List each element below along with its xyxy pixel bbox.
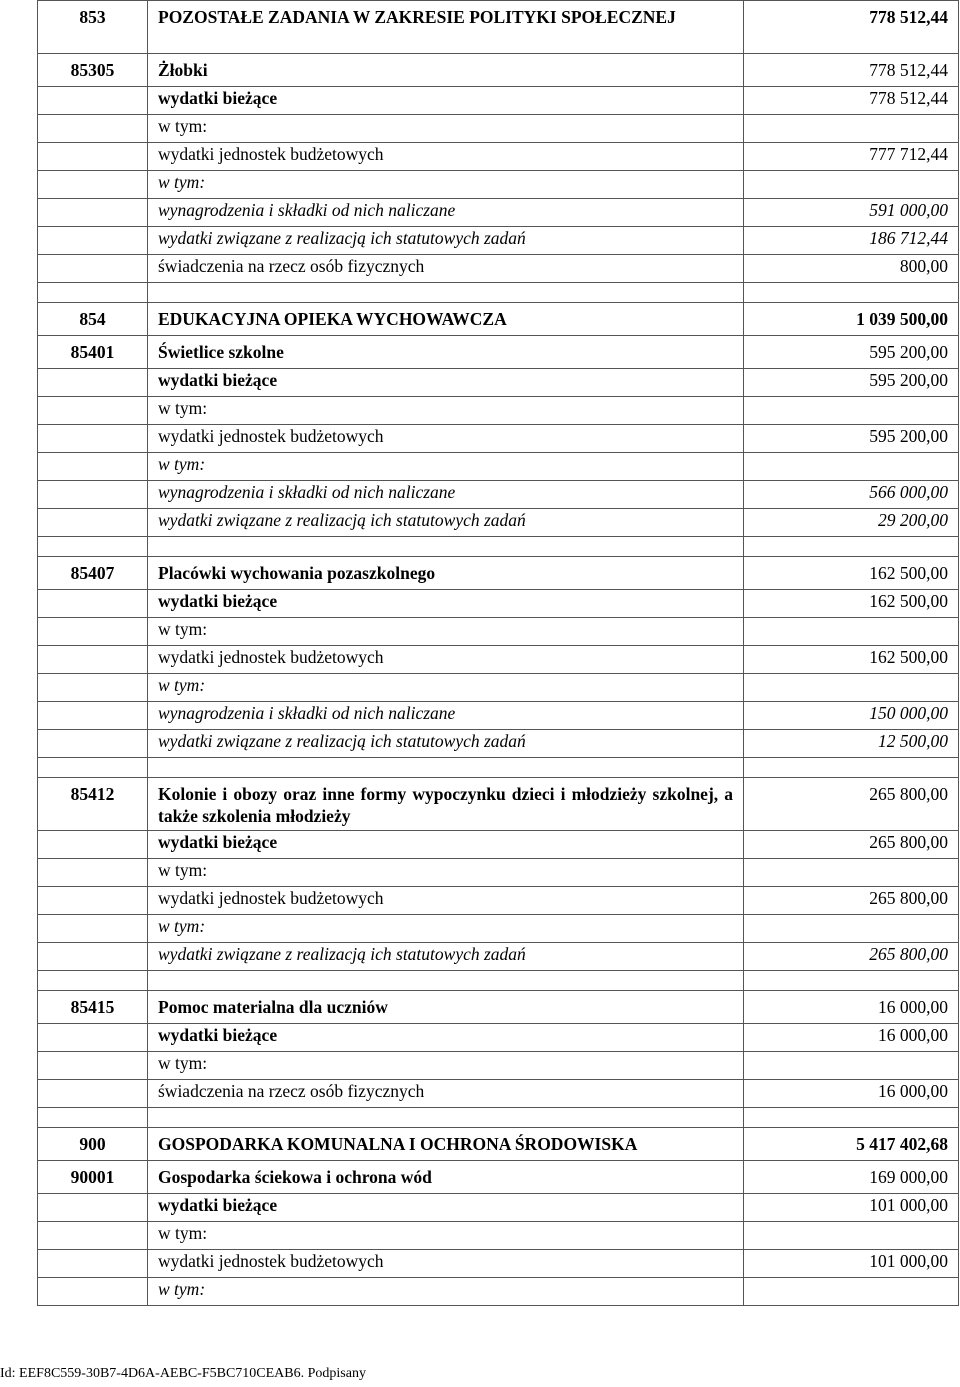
amount-cell (744, 971, 959, 991)
code-cell: 85407 (38, 557, 148, 590)
amount-cell: 29 200,00 (744, 509, 959, 537)
amount-cell: 169 000,00 (744, 1161, 959, 1194)
description-cell: w tym: (148, 171, 744, 199)
amount-cell (744, 618, 959, 646)
code-cell: 85415 (38, 991, 148, 1024)
code-cell (38, 1250, 148, 1278)
description-cell: Kolonie i obozy oraz inne formy wypoczynku dzieci i młodzieży szkolnej, a także szkolenia młodzieży (148, 778, 744, 831)
amount-cell (744, 1278, 959, 1306)
code-cell (38, 702, 148, 730)
code-cell (38, 397, 148, 425)
code-cell (38, 255, 148, 283)
amount-cell (744, 453, 959, 481)
code-cell (38, 425, 148, 453)
amount-cell: 5 417 402,68 (744, 1128, 959, 1161)
amount-cell: 265 800,00 (744, 778, 959, 831)
table-row (38, 1194, 959, 1222)
amount-cell: 265 800,00 (744, 831, 959, 859)
amount-cell: 101 000,00 (744, 1250, 959, 1278)
code-cell (38, 369, 148, 397)
chapter-row (38, 54, 959, 87)
table-row (38, 481, 959, 509)
table-row (38, 115, 959, 143)
chapter-row (38, 778, 959, 831)
description-cell: GOSPODARKA KOMUNALNA I OCHRONA ŚRODOWISKA (148, 1128, 744, 1161)
code-cell (38, 971, 148, 991)
code-cell (38, 87, 148, 115)
description-cell: wydatki związane z realizacją ich statutowych zadań (148, 730, 744, 758)
description-cell: świadczenia na rzecz osób fizycznych (148, 255, 744, 283)
code-cell (38, 143, 148, 171)
description-cell: wydatki bieżące (148, 831, 744, 859)
code-cell (38, 1278, 148, 1306)
amount-cell: 150 000,00 (744, 702, 959, 730)
description-cell: wydatki związane z realizacją ich statutowych zadań (148, 509, 744, 537)
table-row (38, 509, 959, 537)
amount-cell: 186 712,44 (744, 227, 959, 255)
table-row (38, 143, 959, 171)
amount-cell (744, 1108, 959, 1128)
description-cell: EDUKACYJNA OPIEKA WYCHOWAWCZA (148, 303, 744, 336)
code-cell (38, 859, 148, 887)
table-row (38, 702, 959, 730)
table-row (38, 199, 959, 227)
section-row (38, 303, 959, 336)
code-cell: 853 (38, 1, 148, 54)
description-cell (148, 971, 744, 991)
description-cell: wydatki jednostek budżetowych (148, 887, 744, 915)
amount-cell: 162 500,00 (744, 557, 959, 590)
description-cell: w tym: (148, 397, 744, 425)
table-row (38, 859, 959, 887)
amount-cell: 778 512,44 (744, 1, 959, 54)
code-cell (38, 618, 148, 646)
code-cell (38, 758, 148, 778)
code-cell (38, 1108, 148, 1128)
table-row (38, 369, 959, 397)
budget-table (37, 0, 959, 1306)
description-cell: wydatki bieżące (148, 1024, 744, 1052)
section-row (38, 1, 959, 54)
table-row (38, 590, 959, 618)
code-cell (38, 283, 148, 303)
code-cell (38, 537, 148, 557)
code-cell: 854 (38, 303, 148, 336)
amount-cell: 595 200,00 (744, 425, 959, 453)
spacer-row (38, 283, 959, 303)
amount-cell (744, 397, 959, 425)
code-cell (38, 481, 148, 509)
amount-cell: 778 512,44 (744, 87, 959, 115)
table-row (38, 618, 959, 646)
amount-cell: 595 200,00 (744, 369, 959, 397)
code-cell (38, 115, 148, 143)
amount-cell (744, 859, 959, 887)
code-cell (38, 831, 148, 859)
amount-cell (744, 537, 959, 557)
table-row (38, 453, 959, 481)
amount-cell (744, 171, 959, 199)
amount-cell: 16 000,00 (744, 991, 959, 1024)
table-row (38, 1024, 959, 1052)
amount-cell (744, 915, 959, 943)
code-cell (38, 1024, 148, 1052)
description-cell: świadczenia na rzecz osób fizycznych (148, 1080, 744, 1108)
table-row (38, 646, 959, 674)
document-id-footer: Id: EEF8C559-30B7-4D6A-AEBC-F5BC710CEAB6. Podpisany (0, 1366, 366, 1381)
code-cell (38, 199, 148, 227)
amount-cell (744, 115, 959, 143)
amount-cell (744, 674, 959, 702)
code-cell (38, 171, 148, 199)
amount-cell: 16 000,00 (744, 1080, 959, 1108)
description-cell: Placówki wychowania pozaszkolnego (148, 557, 744, 590)
amount-cell: 12 500,00 (744, 730, 959, 758)
description-cell: POZOSTAŁE ZADANIA W ZAKRESIE POLITYKI SPOŁECZNEJ (148, 1, 744, 54)
code-cell (38, 590, 148, 618)
description-cell (148, 1108, 744, 1128)
spacer-row (38, 758, 959, 778)
spacer-row (38, 1108, 959, 1128)
code-cell (38, 509, 148, 537)
table-row (38, 397, 959, 425)
table-row (38, 730, 959, 758)
code-cell (38, 1080, 148, 1108)
description-cell: w tym: (148, 618, 744, 646)
code-cell (38, 1194, 148, 1222)
code-cell (38, 1052, 148, 1080)
code-cell (38, 887, 148, 915)
code-cell (38, 943, 148, 971)
description-cell: wydatki jednostek budżetowych (148, 1250, 744, 1278)
budget-table-body (38, 1, 959, 1306)
code-cell: 900 (38, 1128, 148, 1161)
description-cell: w tym: (148, 915, 744, 943)
table-row (38, 943, 959, 971)
code-cell: 85401 (38, 336, 148, 369)
code-cell (38, 227, 148, 255)
description-cell: w tym: (148, 674, 744, 702)
code-cell: 85412 (38, 778, 148, 831)
amount-cell: 566 000,00 (744, 481, 959, 509)
amount-cell: 777 712,44 (744, 143, 959, 171)
description-cell: Żłobki (148, 54, 744, 87)
amount-cell (744, 1222, 959, 1250)
description-cell: wydatki jednostek budżetowych (148, 425, 744, 453)
amount-cell: 1 039 500,00 (744, 303, 959, 336)
description-cell: wydatki jednostek budżetowych (148, 143, 744, 171)
description-cell (148, 537, 744, 557)
description-cell (148, 758, 744, 778)
description-cell: wydatki bieżące (148, 87, 744, 115)
description-cell: wydatki bieżące (148, 369, 744, 397)
amount-cell: 800,00 (744, 255, 959, 283)
amount-cell: 162 500,00 (744, 590, 959, 618)
description-cell: wydatki związane z realizacją ich statutowych zadań (148, 943, 744, 971)
amount-cell: 162 500,00 (744, 646, 959, 674)
code-cell (38, 1222, 148, 1250)
description-cell: w tym: (148, 1052, 744, 1080)
table-row (38, 227, 959, 255)
amount-cell (744, 1052, 959, 1080)
table-row (38, 171, 959, 199)
description-cell: wynagrodzenia i składki od nich naliczane (148, 481, 744, 509)
description-cell: w tym: (148, 115, 744, 143)
code-cell: 85305 (38, 54, 148, 87)
description-cell: Świetlice szkolne (148, 336, 744, 369)
table-row (38, 1250, 959, 1278)
description-cell: wydatki bieżące (148, 1194, 744, 1222)
amount-cell (744, 283, 959, 303)
description-cell (148, 283, 744, 303)
spacer-row (38, 537, 959, 557)
spacer-row (38, 971, 959, 991)
description-cell: w tym: (148, 859, 744, 887)
table-row (38, 831, 959, 859)
chapter-row (38, 557, 959, 590)
description-cell: wynagrodzenia i składki od nich naliczane (148, 199, 744, 227)
description-cell: Pomoc materialna dla uczniów (148, 991, 744, 1024)
description-cell: w tym: (148, 453, 744, 481)
code-cell (38, 646, 148, 674)
table-row (38, 674, 959, 702)
table-row (38, 87, 959, 115)
amount-cell: 265 800,00 (744, 943, 959, 971)
chapter-row (38, 336, 959, 369)
description-cell: wydatki jednostek budżetowych (148, 646, 744, 674)
amount-cell: 265 800,00 (744, 887, 959, 915)
amount-cell: 591 000,00 (744, 199, 959, 227)
table-row (38, 915, 959, 943)
amount-cell: 16 000,00 (744, 1024, 959, 1052)
code-cell: 90001 (38, 1161, 148, 1194)
code-cell (38, 915, 148, 943)
amount-cell: 778 512,44 (744, 54, 959, 87)
table-row (38, 1222, 959, 1250)
chapter-row (38, 1161, 959, 1194)
code-cell (38, 730, 148, 758)
code-cell (38, 674, 148, 702)
table-row (38, 1278, 959, 1306)
description-cell: Gospodarka ściekowa i ochrona wód (148, 1161, 744, 1194)
description-cell: wydatki bieżące (148, 590, 744, 618)
code-cell (38, 453, 148, 481)
description-cell: w tym: (148, 1278, 744, 1306)
section-row (38, 1128, 959, 1161)
chapter-row (38, 991, 959, 1024)
table-row (38, 1080, 959, 1108)
table-row (38, 887, 959, 915)
description-cell: w tym: (148, 1222, 744, 1250)
amount-cell: 595 200,00 (744, 336, 959, 369)
amount-cell (744, 758, 959, 778)
description-cell: wynagrodzenia i składki od nich naliczane (148, 702, 744, 730)
amount-cell: 101 000,00 (744, 1194, 959, 1222)
table-row (38, 255, 959, 283)
table-row (38, 1052, 959, 1080)
description-cell: wydatki związane z realizacją ich statutowych zadań (148, 227, 744, 255)
table-row (38, 425, 959, 453)
